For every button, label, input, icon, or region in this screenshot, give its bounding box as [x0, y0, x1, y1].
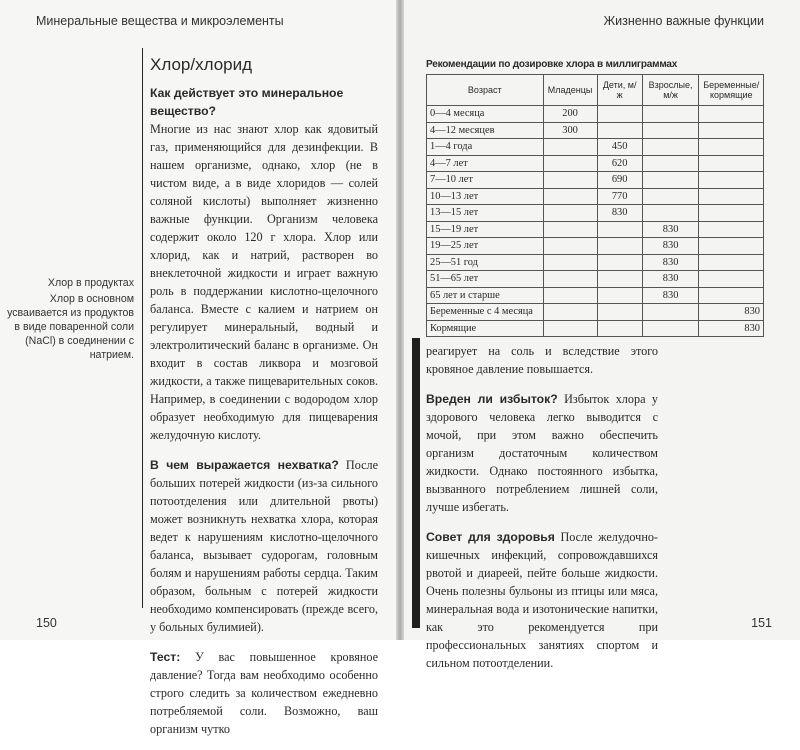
tip-text: После желудочно-кишечных инфекций, сопровождавшихся рвотой и диареей, пейте больше жидкости. Очень полезны бульоны из птицы или мяса, минеральная вода и изотонические напитки, как это рекомендуется при профессиональных занятиях спортом и сильном потоотделении.	[426, 530, 658, 670]
excess-text: Избыток хлора у здорового человека легко выводится с мочой, при этом важно обеспечить организм достаточным количеством жидкости. Однако постоянного избытка, вызванного потреблением лишней соли, лучше избегать.	[426, 392, 659, 514]
table-cell-infants: 300	[543, 122, 597, 139]
question-heading-deficiency: В чем выражается нехватка?	[150, 458, 339, 472]
table-cell-pregnant: 830	[699, 320, 764, 337]
table-cell-age: Беременные с 4 месяца	[427, 304, 544, 321]
table-cell-age: Кормящие	[427, 320, 544, 337]
table-cell-children	[597, 122, 642, 139]
table-cell-adults	[642, 106, 699, 123]
table-cell-infants	[543, 172, 597, 189]
page-number-right: 151	[751, 616, 772, 630]
table-cell-pregnant	[699, 155, 764, 172]
table-row	[427, 287, 764, 304]
running-head-right: Жизненно важные функции	[603, 14, 764, 28]
table-cell-adults	[642, 304, 699, 321]
table-row	[427, 271, 764, 288]
margin-bar	[412, 338, 420, 628]
table-cell-age: 19—25 лет	[427, 238, 544, 255]
table-cell-adults: 830	[642, 254, 699, 271]
table-cell-infants	[543, 287, 597, 304]
table-cell-age: 1—4 года	[427, 139, 544, 156]
table-cell-infants	[543, 320, 597, 337]
table-cell-age: 7—10 лет	[427, 172, 544, 189]
table-cell-children	[597, 320, 642, 337]
table-cell-pregnant	[699, 287, 764, 304]
paragraph-continued: реагирует на соль и вследствие этого кровяное давление повышается.	[426, 344, 658, 376]
tip-label: Совет для здоровья	[426, 530, 555, 544]
table-cell-adults: 830	[642, 221, 699, 238]
table-cell-children	[597, 238, 642, 255]
table-cell-age: 15—19 лет	[427, 221, 544, 238]
table-cell-infants: 200	[543, 106, 597, 123]
col-header-age: Возраст	[427, 75, 544, 106]
table-row	[427, 155, 764, 172]
table-cell-adults	[642, 139, 699, 156]
table-cell-children: 770	[597, 188, 642, 205]
table-cell-children: 450	[597, 139, 642, 156]
table-cell-pregnant	[699, 205, 764, 222]
paragraph-deficiency	[150, 456, 378, 636]
table-cell-pregnant	[699, 188, 764, 205]
table-row	[427, 139, 764, 156]
sidebar-title: Хлор в продуктах	[47, 277, 134, 289]
table-cell-age: 0—4 месяца	[427, 106, 544, 123]
col-header-children: Дети, м/ж	[597, 75, 642, 106]
table-cell-adults: 830	[642, 238, 699, 255]
table-cell-adults: 830	[642, 271, 699, 288]
table-row	[427, 221, 764, 238]
table-cell-age: 4—12 месяцев	[427, 122, 544, 139]
table-title: Рекомендации по дозировке хлора в миллиграммах	[426, 59, 678, 70]
table-cell-pregnant	[699, 122, 764, 139]
paragraph-action: Многие из нас знают хлор как ядовитый газ, применяющийся для дезинфекции. В нашем организме, однако, хлор (не в чистом виде, а в виде хлоридов — солей соляной кислоты) выполняет жизненно важные функции. Организм человека содержит около 120 г хлора. Хлор или хлорид, как и натрий, растворен во внеклеточной жидкости и играет важную роль в поддержании кислотно-щелочного баланса. Вместе с калием и натрием он регулирует минеральный, водный и электролитический баланс в организме. Он входит в состав ликвора и мозговой жидкости, а также пищеварительных соков. Например, в соединении с водородом хлор образует необходимую для пищеварения желудочную кислоту.	[150, 122, 378, 442]
table-row	[427, 254, 764, 271]
table-cell-children: 830	[597, 205, 642, 222]
table-cell-children	[597, 304, 642, 321]
table-cell-age: 51—65 лет	[427, 271, 544, 288]
table-cell-age: 10—13 лет	[427, 188, 544, 205]
table-cell-pregnant	[699, 106, 764, 123]
table-cell-children	[597, 221, 642, 238]
table-cell-infants	[543, 238, 597, 255]
table-cell-age: 25—51 год	[427, 254, 544, 271]
left-text-column	[150, 56, 378, 750]
table-header-row	[427, 75, 764, 106]
table-cell-infants	[543, 271, 597, 288]
table-cell-infants	[543, 188, 597, 205]
test-label: Тест:	[150, 650, 181, 664]
table-cell-adults	[642, 320, 699, 337]
table-row	[427, 122, 764, 139]
sidebar-text: Хлор в основном усваивается из продуктов в виде поваренной соли (NaCl) в соединении с натрием.	[7, 293, 134, 361]
table-cell-pregnant	[699, 221, 764, 238]
table-row	[427, 188, 764, 205]
table-cell-adults	[642, 205, 699, 222]
table-cell-children: 690	[597, 172, 642, 189]
question-heading-excess: Вреден ли избыток?	[426, 392, 558, 406]
table-cell-adults	[642, 122, 699, 139]
table-cell-children	[597, 287, 642, 304]
table-cell-infants	[543, 221, 597, 238]
paragraph-tip	[426, 528, 658, 672]
table-cell-pregnant	[699, 172, 764, 189]
table-body	[427, 106, 764, 337]
sidebar-note	[0, 276, 134, 362]
column-rule	[142, 48, 143, 608]
paragraph-test	[150, 648, 378, 738]
table-cell-age: 4—7 лет	[427, 155, 544, 172]
table-row	[427, 304, 764, 321]
table-cell-pregnant	[699, 254, 764, 271]
table-cell-pregnant	[699, 139, 764, 156]
table-row	[427, 238, 764, 255]
book-gutter	[396, 0, 404, 640]
table-cell-children	[597, 106, 642, 123]
table-cell-pregnant: 830	[699, 304, 764, 321]
table-cell-pregnant	[699, 271, 764, 288]
table-cell-age: 13—15 лет	[427, 205, 544, 222]
page-number-left: 150	[36, 616, 57, 630]
dosage-table	[426, 74, 764, 337]
table-row	[427, 106, 764, 123]
table-cell-pregnant	[699, 238, 764, 255]
table-row	[427, 320, 764, 337]
col-header-infants: Младенцы	[543, 75, 597, 106]
table-cell-children	[597, 254, 642, 271]
table-row	[427, 172, 764, 189]
col-header-pregnant: Беременные/ кормящие	[699, 75, 764, 106]
section-title: Хлор/хлорид	[150, 55, 253, 74]
table-cell-adults	[642, 188, 699, 205]
table-row	[427, 205, 764, 222]
running-head-left: Минеральные вещества и микроэлементы	[36, 14, 284, 28]
paragraph-excess	[426, 390, 658, 516]
question-heading-action: Как действует это минеральное вещество?	[150, 86, 344, 118]
table-cell-infants	[543, 304, 597, 321]
table-cell-adults	[642, 155, 699, 172]
right-text-column	[426, 342, 658, 684]
table-cell-adults: 830	[642, 287, 699, 304]
table-cell-children	[597, 271, 642, 288]
deficiency-text: После больших потерей жидкости (из-за сильного потоотделения или длительной рвоты) может возникнуть нехватка хлора, которая ведет к нарушениям кислотно-щелочного баланса, вызывает судорогам, головным болям и нарушениям работы сердца. Таким образом, больным с потерей жидкости необходимо компенсировать (прежде всего, у больных булимией).	[150, 458, 378, 634]
table-cell-infants	[543, 205, 597, 222]
table-cell-children: 620	[597, 155, 642, 172]
table-cell-age: 65 лет и старше	[427, 287, 544, 304]
col-header-adults: Взрослые, м/ж	[642, 75, 699, 106]
table-cell-infants	[543, 139, 597, 156]
test-text: У вас повышенное кровяное давление? Тогда вам необходимо особенно строго следить за количеством ежедневно потребляемой соли. Возможно, ваш организм чутко	[150, 650, 379, 736]
table-cell-adults	[642, 172, 699, 189]
table-cell-infants	[543, 155, 597, 172]
table-cell-infants	[543, 254, 597, 271]
